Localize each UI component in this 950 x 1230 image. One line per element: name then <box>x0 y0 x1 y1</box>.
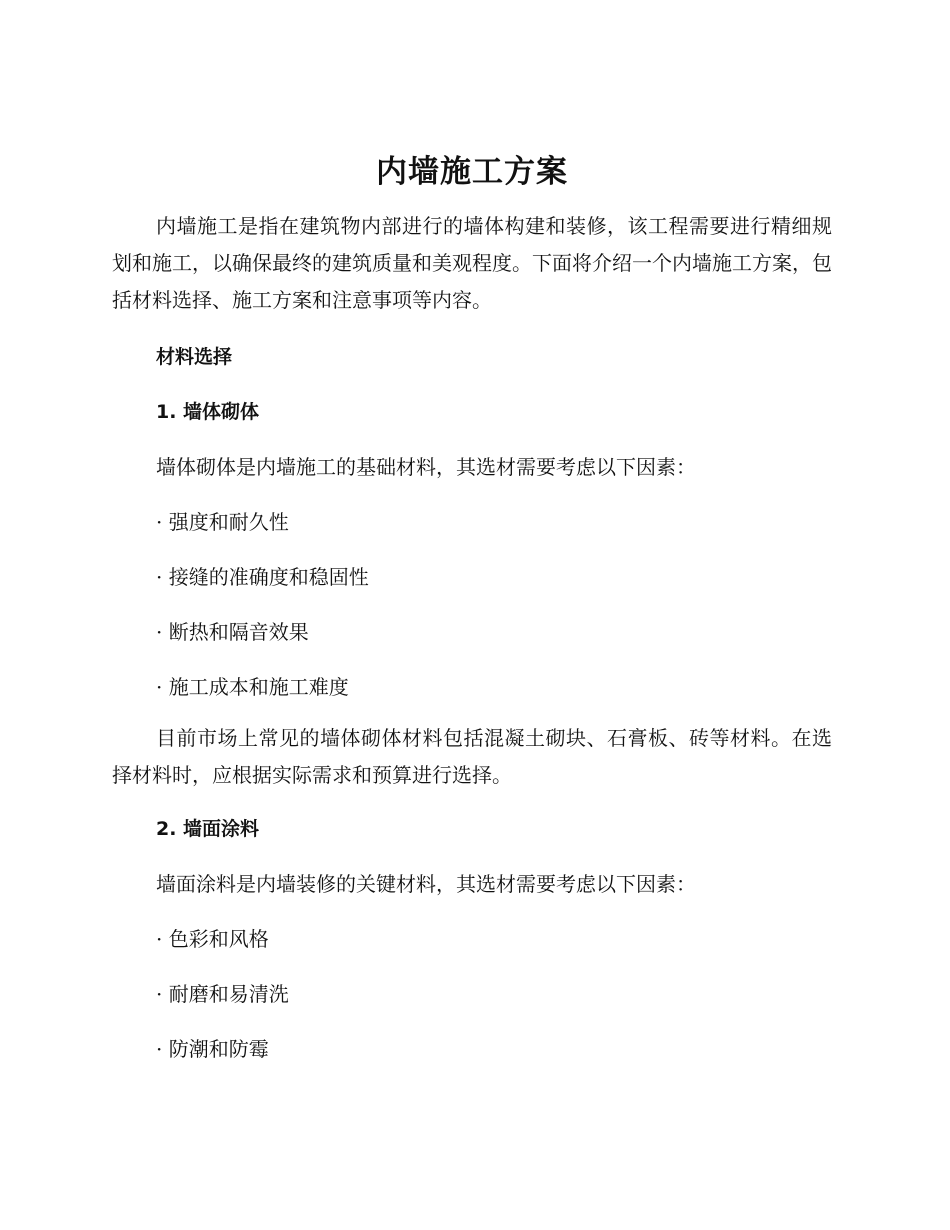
masonry-bullet-1: · 强度和耐久性 <box>156 510 289 534</box>
masonry-bullet-4: · 施工成本和施工难度 <box>156 675 349 699</box>
paint-bullet-3: · 防潮和防霉 <box>156 1037 269 1061</box>
masonry-bullet-3: · 断热和隔音效果 <box>156 620 309 644</box>
masonry-lead-text: 墙体砌体是内墙施工的基础材料，其选材需要考虑以下因素： <box>156 455 696 479</box>
document-title: 内墙施工方案 <box>376 154 568 190</box>
paint-bullet-2: · 耐磨和易清洗 <box>156 982 289 1006</box>
masonry-bullet-2: · 接缝的准确度和稳固性 <box>156 565 369 589</box>
paint-bullet-1: · 色彩和风格 <box>156 927 269 951</box>
intro-paragraph: 内墙施工是指在建筑物内部进行的墙体构建和装修，该工程需要进行精细规划和施工，以确保最终的建筑质量和美观程度。下面将介绍一个内墙施工方案，包括材料选择、施工方案和注意事项等内容。 <box>112 214 832 312</box>
section-heading-materials: 材料选择 <box>156 346 233 368</box>
paint-lead-text: 墙面涂料是内墙装修的关键材料，其选材需要考虑以下因素： <box>156 872 696 896</box>
subsection-heading-masonry: 1. 墙体砌体 <box>156 401 260 423</box>
document-page <box>112 146 832 1066</box>
masonry-paragraph: 目前市场上常见的墙体砌体材料包括混凝土砌块、石膏板、砖等材料。在选择材料时，应根据实际需求和预算进行选择。 <box>112 726 832 787</box>
subsection-heading-paint: 2. 墙面涂料 <box>156 818 260 840</box>
